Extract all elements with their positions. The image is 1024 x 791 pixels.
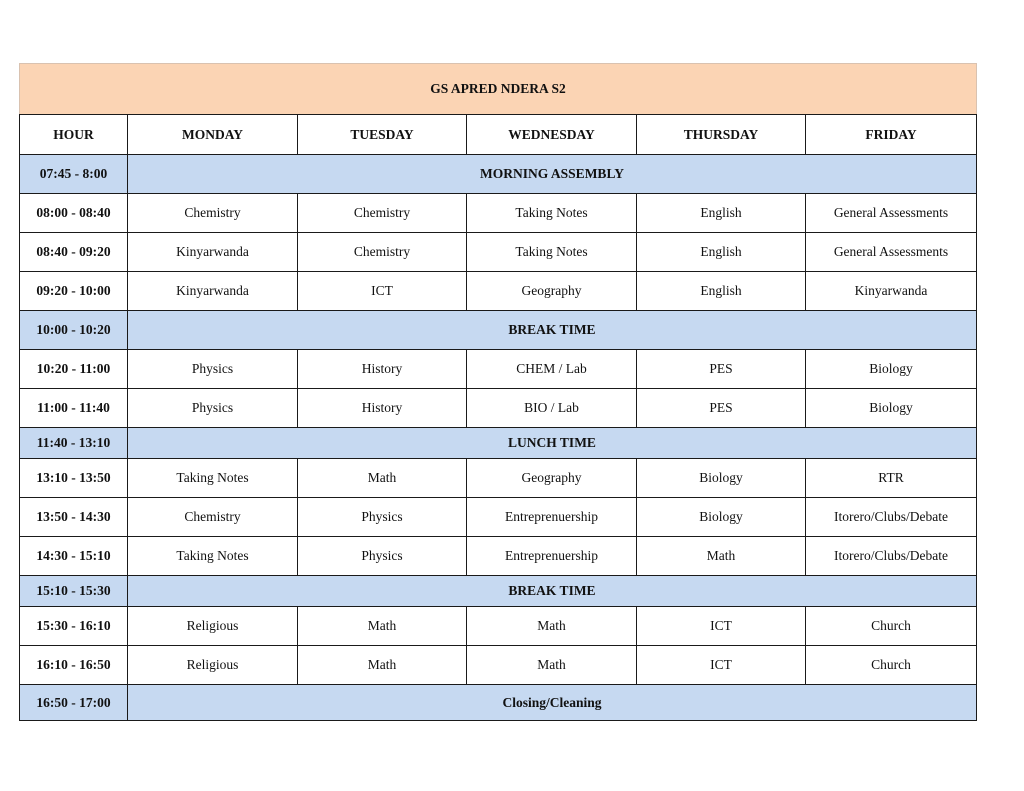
lesson-cell-tuesday: Math <box>298 646 467 685</box>
lesson-cell-monday: Kinyarwanda <box>128 233 298 272</box>
lesson-cell-thursday: English <box>637 272 806 311</box>
lesson-cell-thursday: ICT <box>637 607 806 646</box>
header-hour: HOUR <box>20 115 128 155</box>
lesson-row <box>20 537 977 576</box>
hour-cell: 11:40 - 13:10 <box>20 428 128 459</box>
lesson-cell-thursday: English <box>637 194 806 233</box>
hour-cell: 11:00 - 11:40 <box>20 389 128 428</box>
lesson-cell-thursday: Math <box>637 537 806 576</box>
header-tuesday: TUESDAY <box>298 115 467 155</box>
hour-cell: 14:30 - 15:10 <box>20 537 128 576</box>
lesson-cell-wednesday: Geography <box>467 272 637 311</box>
lesson-cell-friday: Itorero/Clubs/Debate <box>806 537 977 576</box>
lesson-cell-tuesday: ICT <box>298 272 467 311</box>
header-friday: FRIDAY <box>806 115 977 155</box>
lesson-cell-friday: RTR <box>806 459 977 498</box>
lesson-cell-thursday: English <box>637 233 806 272</box>
lesson-cell-wednesday: BIO / Lab <box>467 389 637 428</box>
break-label: Closing/Cleaning <box>128 685 977 721</box>
lesson-cell-monday: Physics <box>128 389 298 428</box>
hour-cell: 08:40 - 09:20 <box>20 233 128 272</box>
break-row <box>20 685 977 721</box>
hour-cell: 07:45 - 8:00 <box>20 155 128 194</box>
lesson-cell-wednesday: Math <box>467 607 637 646</box>
lesson-cell-wednesday: Taking Notes <box>467 233 637 272</box>
lesson-cell-thursday: Biology <box>637 498 806 537</box>
lesson-row <box>20 272 977 311</box>
lesson-row <box>20 646 977 685</box>
lesson-cell-friday: Church <box>806 646 977 685</box>
lesson-cell-thursday: PES <box>637 350 806 389</box>
lesson-cell-tuesday: History <box>298 350 467 389</box>
break-row <box>20 155 977 194</box>
lesson-cell-tuesday: Chemistry <box>298 233 467 272</box>
title-row <box>20 64 977 115</box>
lesson-cell-wednesday: Taking Notes <box>467 194 637 233</box>
lesson-cell-friday: Kinyarwanda <box>806 272 977 311</box>
break-row <box>20 576 977 607</box>
lesson-row <box>20 498 977 537</box>
break-label: BREAK TIME <box>128 311 977 350</box>
lesson-cell-monday: Taking Notes <box>128 537 298 576</box>
lesson-cell-monday: Religious <box>128 607 298 646</box>
lesson-cell-tuesday: Physics <box>298 498 467 537</box>
hour-cell: 16:10 - 16:50 <box>20 646 128 685</box>
hour-cell: 10:20 - 11:00 <box>20 350 128 389</box>
lesson-cell-friday: Biology <box>806 350 977 389</box>
hour-cell: 09:20 - 10:00 <box>20 272 128 311</box>
lesson-cell-wednesday: Entreprenuership <box>467 537 637 576</box>
lesson-cell-friday: General Assessments <box>806 194 977 233</box>
lesson-cell-monday: Taking Notes <box>128 459 298 498</box>
break-row <box>20 428 977 459</box>
hour-cell: 13:50 - 14:30 <box>20 498 128 537</box>
hour-cell: 15:30 - 16:10 <box>20 607 128 646</box>
lesson-row <box>20 233 977 272</box>
lesson-row <box>20 194 977 233</box>
lesson-cell-wednesday: Geography <box>467 459 637 498</box>
lesson-cell-thursday: Biology <box>637 459 806 498</box>
lesson-cell-tuesday: History <box>298 389 467 428</box>
header-thursday: THURSDAY <box>637 115 806 155</box>
lesson-cell-thursday: PES <box>637 389 806 428</box>
break-label: LUNCH TIME <box>128 428 977 459</box>
lesson-cell-friday: Church <box>806 607 977 646</box>
lesson-row <box>20 350 977 389</box>
lesson-cell-wednesday: Entreprenuership <box>467 498 637 537</box>
lesson-cell-monday: Chemistry <box>128 194 298 233</box>
lesson-cell-thursday: ICT <box>637 646 806 685</box>
lesson-row <box>20 389 977 428</box>
hour-cell: 16:50 - 17:00 <box>20 685 128 721</box>
break-label: BREAK TIME <box>128 576 977 607</box>
lesson-cell-tuesday: Physics <box>298 537 467 576</box>
break-row <box>20 311 977 350</box>
lesson-row <box>20 459 977 498</box>
hour-cell: 10:00 - 10:20 <box>20 311 128 350</box>
lesson-cell-monday: Kinyarwanda <box>128 272 298 311</box>
header-monday: MONDAY <box>128 115 298 155</box>
hour-cell: 13:10 - 13:50 <box>20 459 128 498</box>
header-wednesday: WEDNESDAY <box>467 115 637 155</box>
lesson-cell-monday: Chemistry <box>128 498 298 537</box>
lesson-cell-monday: Physics <box>128 350 298 389</box>
timetable <box>19 63 977 721</box>
lesson-cell-friday: Biology <box>806 389 977 428</box>
lesson-cell-tuesday: Chemistry <box>298 194 467 233</box>
lesson-cell-tuesday: Math <box>298 607 467 646</box>
lesson-cell-wednesday: Math <box>467 646 637 685</box>
hour-cell: 08:00 - 08:40 <box>20 194 128 233</box>
lesson-cell-friday: Itorero/Clubs/Debate <box>806 498 977 537</box>
lesson-cell-monday: Religious <box>128 646 298 685</box>
lesson-row <box>20 607 977 646</box>
lesson-cell-friday: General Assessments <box>806 233 977 272</box>
lesson-cell-wednesday: CHEM / Lab <box>467 350 637 389</box>
hour-cell: 15:10 - 15:30 <box>20 576 128 607</box>
timetable-title: GS APRED NDERA S2 <box>20 64 977 115</box>
header-row <box>20 115 977 155</box>
lesson-cell-tuesday: Math <box>298 459 467 498</box>
break-label: MORNING ASSEMBLY <box>128 155 977 194</box>
